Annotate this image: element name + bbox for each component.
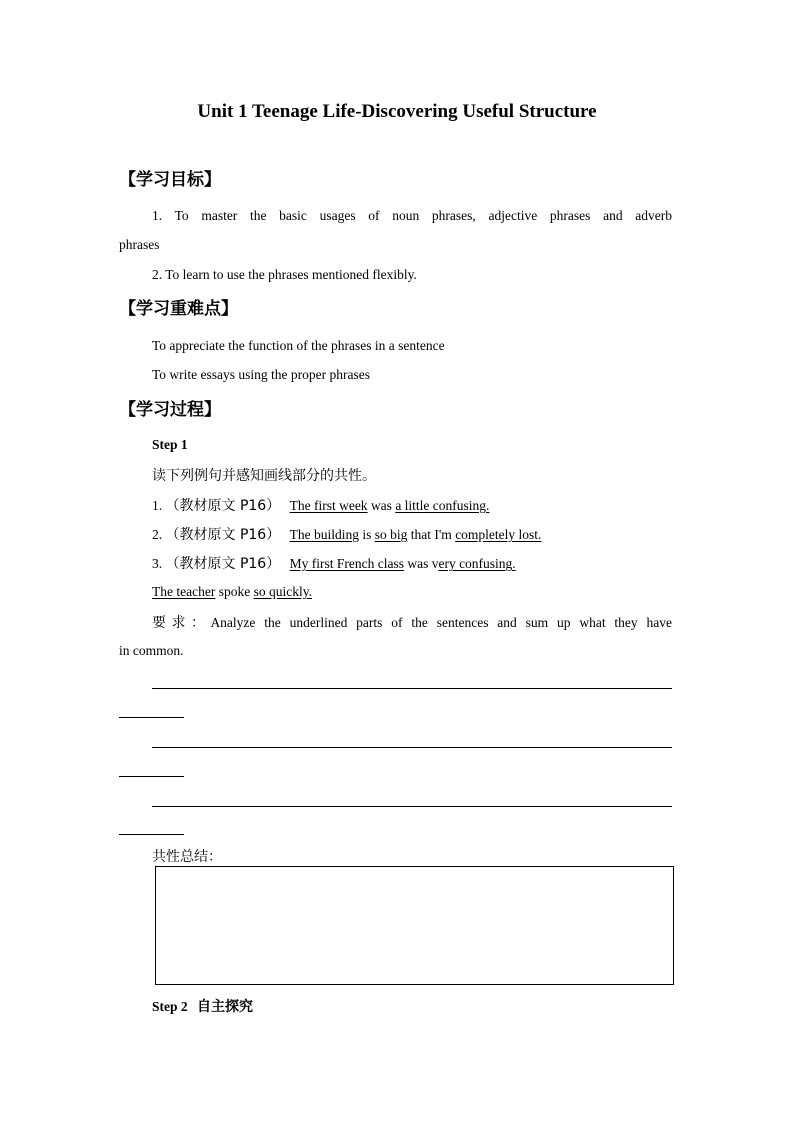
underlined-phrase: The building (289, 527, 359, 542)
underlined-phrase: completely lost. (455, 527, 542, 542)
key-point-2: To write essays using the proper phrases (152, 367, 371, 382)
sentence-text: was v (407, 556, 439, 571)
sentence-text: that I'm (410, 527, 452, 542)
step-1-label: Step 1 (152, 437, 188, 452)
example-source: （教材原文 P16） (165, 527, 281, 543)
requirement-line-1 (152, 612, 672, 632)
objectives-heading: 【学习目标】 (119, 170, 221, 190)
underlined-phrase: The teacher (152, 584, 216, 599)
sentence-text: was (370, 498, 392, 513)
underlined-phrase: My first French class (289, 556, 404, 571)
step-2-title: 自主探究 (197, 999, 254, 1015)
sentence-text: is (362, 527, 372, 542)
example-sentence-3-continued (152, 584, 312, 600)
underlined-phrase: so big (374, 527, 408, 542)
objective-2: 2. To learn to use the phrases mentioned flexibly. (152, 267, 417, 282)
example-sentence-3 (152, 553, 516, 573)
requirement-text: Analyze the underlined parts of the sentences and sum up what they have (210, 615, 673, 630)
answer-line-end (119, 834, 184, 835)
underlined-phrase: a little confusing. (395, 498, 490, 513)
example-source: （教材原文 P16） (165, 556, 281, 572)
objective-1-line-2: phrases (119, 237, 160, 252)
answer-line-end (119, 717, 184, 718)
example-number: 2. (152, 527, 163, 542)
answer-line-end (119, 776, 184, 777)
answer-line (152, 747, 672, 748)
underlined-phrase: ery confusing. (438, 556, 516, 571)
answer-line (152, 806, 672, 807)
step-2-heading (152, 996, 253, 1016)
example-number: 1. (152, 498, 163, 513)
key-points-heading: 【学习重难点】 (119, 299, 238, 319)
answer-line (152, 688, 672, 689)
summary-answer-box (155, 866, 674, 985)
objective-1-line-1: 1. To master the basic usages of noun phrases, adjective phrases and adverb (152, 208, 672, 223)
summary-label: 共性总结： (152, 849, 222, 865)
page-title: Unit 1 Teenage Life-Discovering Useful Structure (197, 101, 597, 122)
example-sentence-2 (152, 524, 541, 544)
example-sentence-1 (152, 495, 489, 515)
step-1-instruction: 读下列例句并感知画线部分的共性。 (152, 468, 376, 484)
sentence-text: spoke (218, 584, 251, 599)
underlined-phrase: so quickly. (253, 584, 312, 599)
requirement-line-2: in common. (119, 643, 184, 658)
requirement-label: 要求： (152, 615, 211, 631)
process-heading: 【学习过程】 (119, 400, 221, 420)
step-2-label: Step 2 (152, 999, 188, 1014)
underlined-phrase: The first week (289, 498, 368, 513)
example-number: 3. (152, 556, 163, 571)
example-source: （教材原文 P16） (165, 498, 281, 514)
key-point-1: To appreciate the function of the phrases in a sentence (152, 338, 445, 353)
